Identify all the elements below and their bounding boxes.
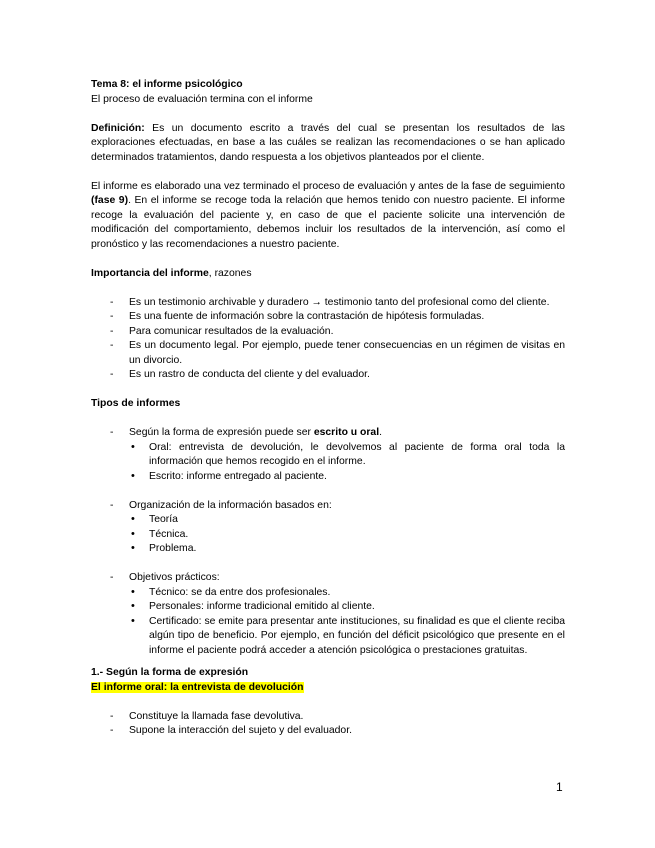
types-list: [91, 571, 565, 586]
list-item-text: Objetivos prácticos:: [129, 572, 220, 583]
sub-list-item: • Escrito: informe entregado al paciente.: [131, 469, 327, 482]
sub-list-item: • Problema.: [131, 542, 197, 554]
definition-text: Es un documento escrito a través del cual se presentan los resultados de las exploraciones efectuadas, en base a las cuáles se realizan las recomendaciones o se han aplicado determinados tratamientos, dando respuesta a los objetivos planteados por el cliente.: [91, 122, 565, 163]
list-item-text: Es un documento legal. Por ejemplo, puede tener consecuencias en un régimen de visitas en un divorcio.: [129, 340, 565, 366]
sub-list-item: • Oral: entrevista de devolución, le devolvemos al paciente de forma oral toda la información que hemos recogido en el informe.: [131, 440, 565, 467]
sub-list-item-text: Escrito: informe entregado al paciente.: [149, 470, 327, 482]
importance-heading-bold: Importancia del informe: [91, 267, 209, 279]
sub-list-item-text: Teoría: [149, 514, 178, 525]
page-subtitle: El proceso de evaluación termina con el informe: [91, 93, 313, 105]
page-title: Tema 8: el informe psicológico: [91, 79, 243, 90]
phase-reference: (fase 9): [91, 195, 129, 206]
sub-list-item-text: Técnica.: [149, 528, 189, 540]
importance-heading: [91, 267, 565, 282]
sub-list-item-text: Oral: entrevista de devolución, le devolvemos al paciente de forma oral toda la información que hemos recogido en el informe.: [149, 441, 565, 467]
sub-list-item-text: Problema.: [149, 543, 197, 554]
list-item-text: Organización de la información basados en:: [129, 499, 332, 511]
types-list: [91, 426, 565, 441]
list-item-text: Constituye la llamada fase devolutiva.: [129, 710, 304, 722]
section-list: [91, 710, 565, 739]
types-sublist: [91, 586, 565, 659]
list-item: - Supone la interacción del sujeto y del evaluador.: [110, 725, 352, 736]
sub-list-item-text: Personales: informe tradicional emitido al cliente.: [149, 601, 375, 612]
intro-text-2: . En el informe se recoge toda la relación que hemos tenido con nuestro paciente. El informe recoge la evaluación del paciente y, en caso de que el paciente solicite una intervención de modificación del comportamiento, debemos incluir los resultados de la intervención, así como el pronóstico y las recomendaciones a nuestro paciente.: [91, 195, 566, 250]
sub-list-item-text: Certificado: se emite para presentar ante instituciones, su finalidad es que el cliente reciba algún tipo de beneficio. Por ejemplo, en función del déficit psicológico que presente en el informe el paciente podrá acceder a atención psicológica o prestaciones gratuitas.: [149, 615, 565, 656]
list-item-end: .: [379, 427, 382, 438]
sub-list-item: • Técnica.: [131, 527, 189, 540]
sub-list-item-text: Técnico: se da entre dos profesionales.: [149, 586, 331, 598]
list-item: - Es un documento legal. Por ejemplo, puede tener consecuencias en un régimen de visitas en un divorcio.: [110, 340, 565, 366]
importance-list: [91, 296, 565, 383]
list-item-text: Para comunicar resultados de la evaluación.: [129, 325, 334, 337]
importance-heading-rest: , razones: [208, 267, 252, 279]
list-item: - Es una fuente de información sobre la contrastación de hipótesis formuladas.: [110, 311, 485, 322]
types-sublist: [91, 513, 565, 557]
list-item-text: Supone la interacción del sujeto y del evaluador.: [129, 725, 352, 736]
list-item-text: Es un rastro de conducta del cliente y del evaluador.: [129, 369, 370, 380]
sub-list-item: • Teoría: [131, 513, 178, 525]
sub-list-item: • Certificado: se emite para presentar ante instituciones, su finalidad es que el cliente reciba algún tipo de beneficio. Por ejemplo, en función del déficit psicológico que presente en el informe el paciente podrá acceder a atención psicológica o prestaciones gratuitas.: [131, 614, 565, 656]
highlighted-text: El informe oral: la entrevista de devolución: [91, 681, 304, 693]
intro-text-1: El informe es elaborado una vez terminado el proceso de evaluación y antes de la fase de seguimiento: [91, 180, 565, 192]
list-item: - Es un rastro de conducta del cliente y del evaluador.: [110, 369, 370, 380]
list-item-text: Es un testimonio archivable y duradero → testimonio tanto del profesional como del cliente.: [129, 296, 550, 308]
list-item: - Según la forma de expresión puede ser escrito u oral.: [110, 427, 382, 438]
list-item: - Constituye la llamada fase devolutiva.: [110, 710, 304, 722]
page-number: 1: [556, 780, 563, 794]
list-item: - Es un testimonio archivable y duradero → testimonio tanto del profesional como del cliente.: [110, 296, 550, 308]
sub-list-item: • Personales: informe tradicional emitido al cliente.: [131, 600, 375, 612]
list-item-text: Es una fuente de información sobre la contrastación de hipótesis formuladas.: [129, 311, 485, 322]
types-list: [91, 499, 565, 514]
definition-paragraph: [91, 122, 565, 166]
highlighted-heading: [91, 681, 565, 696]
types-heading: Tipos de informes: [91, 398, 181, 409]
sub-list-item: • Técnico: se da entre dos profesionales.: [131, 585, 331, 598]
definition-label: Definición:: [91, 122, 145, 134]
list-item: - Objetivos prácticos:: [110, 572, 220, 583]
types-sublist: [91, 441, 565, 485]
document-body: [91, 78, 565, 739]
intro-paragraph: [91, 180, 565, 253]
section-heading: 1.- Según la forma de expresión: [91, 667, 249, 678]
list-item: - Organización de la información basados en:: [110, 499, 332, 511]
list-item-text: Según la forma de expresión puede ser: [129, 427, 314, 438]
list-item-bold: escrito u oral: [313, 427, 380, 438]
list-item: - Para comunicar resultados de la evaluación.: [110, 325, 334, 337]
